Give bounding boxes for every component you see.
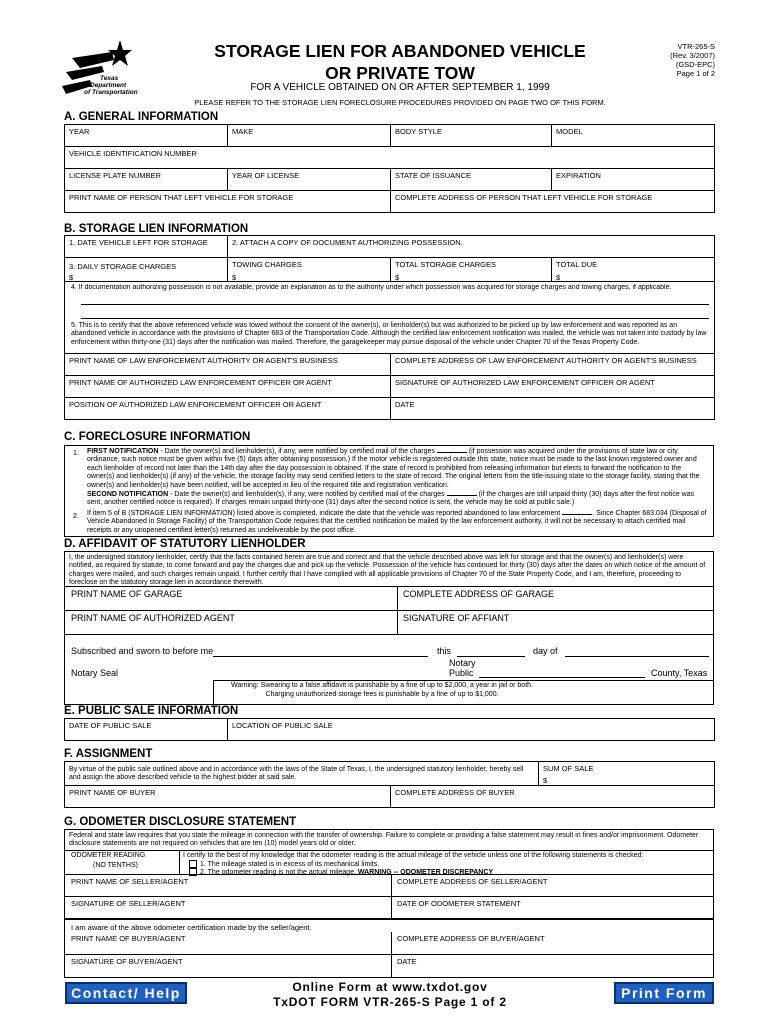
section-a-title: A. GENERAL INFORMATION [64,111,219,123]
date-statement-label: DATE OF ODOMETER STATEMENT [397,899,521,908]
state-issuance-label: STATE OF ISSUANCE [395,171,471,180]
total-due-field[interactable] [552,258,715,282]
body-style-label: BODY STYLE [395,127,442,136]
warning-line1: Warning: Swearing to a false affidavit is punishable by a fine of up to $2,000, a year in jail or both. [231,682,533,689]
section-c-title: C. FORECLOSURE INFORMATION [64,431,251,443]
form-id-block [640,42,715,78]
year-license-field[interactable] [228,169,391,191]
officer-sig-label: SIGNATURE OF AUTHORIZED LAW ENFORCEMENT OFFICER OR AGENT [395,378,655,387]
section-f-table [64,761,715,808]
vin-field[interactable] [65,147,715,169]
person-name-field[interactable] [65,191,391,213]
model-field[interactable] [552,125,715,147]
form-subtitle: FOR A VEHICLE OBTAINED ON OR AFTER SEPTEMBER 1, 1999 [250,82,550,93]
sale-location-field[interactable] [228,719,715,741]
section-g-box [64,829,714,978]
seller-address-label: COMPLETE ADDRESS OF SELLER/AGENT [397,877,548,886]
logo-line: Department [90,82,127,89]
buyer-agent-name-field[interactable] [65,932,391,954]
total-storage-field[interactable] [391,258,552,282]
date-statement-field[interactable] [391,896,713,918]
date-left-label: 1. DATE VEHICLE LEFT FOR STORAGE [69,238,208,247]
month-line[interactable] [565,656,709,657]
seller-name-label: PRINT NAME OF SELLER/AGENT [71,877,189,886]
dollar-sign: $ [395,273,400,282]
public-label: Public [449,668,474,678]
title-line2: OR PRIVATE TOW [325,63,475,83]
person-name-label: PRINT NAME OF PERSON THAT LEFT VEHICLE FOR STORAGE [69,193,294,202]
checkbox-icon[interactable] [189,860,197,868]
seller-address-field[interactable] [391,874,713,896]
second-notification-a: - Date the owner(s) and lienholder(s), if any, were notified by certified mail of the charges [168,491,445,498]
warning-line2: Charging unauthorized storage fees is punishable by a fine of up to $1,000. [265,691,499,698]
notary-seal-label: Notary Seal [71,668,119,678]
expiration-label: EXPIRATION [556,171,601,180]
daily-charges-field[interactable] [65,258,228,282]
plate-label: LICENSE PLATE NUMBER [69,171,161,180]
second-notification-b: (if the charges are still unpaid thirty (30) days after the first notice was sent, another certified notice is required). If charges remain unpaid thirty-one (31) days after the second notice is sent, the vehicle may be sold at public sale.) [87,491,695,507]
first-notification-b: (if possession was acquired under the provisions of state law or city ordinance, such notice must be given within five (5) days after obtaining possession.) If the motor vehicle is registered outside this state, notice must be made to the last known registered owner and each lienholder of record not later than the 14th day after the day possession is obtained. If the state of record is prohibited from releasing information but elects to forward the notification to the owner(s) and lienholder(s) (if any) of the vehicle, the storage facility may send certified letters to the state of record. The original letters from the title-issuing state to the storage facility, stating that the owner(s) and lienholder(s) have been notified, will be accepted in lieu of the required title and registration verification. [87,448,700,489]
buyer-agent-address-label: COMPLETE ADDRESS OF BUYER/AGENT [397,934,545,943]
garage-name-field[interactable] [65,586,397,610]
officer-name-label: PRINT NAME OF AUTHORIZED LAW ENFORCEMENT OFFICER OR AGENT [69,378,332,387]
towing-charges-field[interactable] [228,258,391,282]
garage-address-label: COMPLETE ADDRESS OF GARAGE [403,589,555,599]
total-storage-label: TOTAL STORAGE CHARGES [395,260,496,269]
le-name-label: PRINT NAME OF LAW ENFORCEMENT AUTHORITY OR AGENT'S BUSINESS [69,356,338,365]
item-number: 2. [73,513,79,520]
logo-line: Texas [100,75,119,82]
this-label: this [437,646,452,656]
section-b-authority-table [64,353,715,420]
make-field[interactable] [228,125,391,147]
plate-field[interactable] [65,169,228,191]
seller-name-field[interactable] [65,874,391,896]
second-notification-text [87,491,707,508]
expiration-field[interactable] [552,169,715,191]
assignment-text: By virtue of the public sale outlined above and in accordance with the laws of the State of Texas, I, the undersigned statutory lienholder, hereby sell and assign the above described vehicle to the highest bidder at said sale. [69,766,524,782]
county-label: County, Texas [651,668,708,678]
second-notification-date[interactable] [447,495,477,496]
form-page-text: TxDOT FORM VTR-265-S Page 1 of 2 [273,995,507,1009]
model-label: MODEL [556,127,583,136]
section-e-table [64,718,715,741]
section-d-title: D. AFFIDAVIT OF STATUTORY LIENHOLDER [64,538,306,550]
odometer-reading-field[interactable] [65,850,179,874]
section-f-title: F. ASSIGNMENT [64,748,153,760]
tenths-label: (NO TENTHS) [93,862,138,869]
affiant-sig-field[interactable] [397,610,713,634]
total-due-label: TOTAL DUE [556,260,598,269]
buyer-address-field[interactable] [391,786,715,808]
section-g-title: G. ODOMETER DISCLOSURE STATEMENT [64,816,297,828]
odometer-text: Federal and state law requires that you state the mileage in connection with the transfer of ownership. Failure to complete or providing a false statement may result in fines and/or imprisonment. Odometer disclosure statements are not required on vehicles that are ten (10) model years old or older. [69,832,699,848]
dollar-sign: $ [69,273,74,282]
option-1-label: 1. The mileage stated is in excess of its mechanical limits. [200,860,380,868]
sworn-label: Subscribed and sworn to before me [71,646,214,656]
dollar-sign: $ [232,273,237,282]
officer-date-field[interactable] [391,398,715,420]
sworn-line[interactable] [213,656,428,657]
dollar-sign: $ [556,273,561,282]
print-form-button[interactable]: Print Form [614,982,714,1004]
item2-a: If item 5 of B (STORAGE LIEN INFORMATION) listed above is completed, indicate the date that the vehicle was reported abandoned to law enforcement [87,510,561,517]
item-number: 1. [73,450,79,457]
sale-date-label: DATE OF PUBLIC SALE [69,721,152,730]
buyer-address-label: COMPLETE ADDRESS OF BUYER [395,788,515,797]
first-notification-label: FIRST NOTIFICATION [87,448,159,455]
make-label: MAKE [232,127,254,136]
section-b-title: B. STORAGE LIEN INFORMATION [64,223,249,235]
dollar-sign: $ [543,776,548,785]
notary-label: Notary [449,658,476,668]
aware-text: I am aware of the above odometer certification made by the seller/agent. [71,923,312,932]
section-c-box [64,445,714,537]
garage-address-field[interactable] [397,586,713,610]
buyer-agent-address-field[interactable] [391,932,713,954]
second-notification-label: SECOND NOTIFICATION [87,491,169,498]
section-d-box [64,551,714,705]
agent-name-field[interactable] [65,610,397,634]
daily-label: 3. DAILY STORAGE CHARGES [69,262,177,271]
year-label: YEAR [69,127,90,136]
day-line[interactable] [457,656,525,657]
form-instruction: PLEASE REFER TO THE STORAGE LIEN FORECLOSURE PROCEDURES PROVIDED ON PAGE TWO OF THIS FORM. [194,98,606,107]
item2-text [87,510,707,535]
affidavit-text: I, the undersigned statutory lienholder, certify that the facts contained herein are true and correct and that the vehicle described above was left for storage and that the owner(s) and lienholder(s) were notified, as required by statute, to come forward and pay the charges due and pick up the vehicle. Possession of the vehicle has continued for thirty (30) days after the dates on which notice of the amount of charges were mailed, and such charges remain unpaid. I further certify that I have complied with all applicable provisions of Chapter 70 of the State Property Code, and I am, therefore, proceeding to foreclose on the statutory storage lien in accordance therewith. [69,554,706,587]
certify-text: I certify to the best of my knowledge that the odometer reading is the actual mileage of the vehicle unless one of the following statements is checked: [183,852,644,859]
section-a-table [64,124,715,213]
item4-text: 4. If documentation authorizing possession is not available, provide an explanation as to the authority under which possession was acquired for storage charges and towing charges, if applicable. [71,284,672,291]
state-issuance-field[interactable] [391,169,552,191]
first-notification-date[interactable] [437,452,467,453]
seller-sig-label: SIGNATURE OF SELLER/AGENT [71,899,186,908]
buyer-agent-sig-label: SIGNATURE OF BUYER/AGENT [71,957,183,966]
online-form-text: Online Form at www.txdot.gov [292,980,488,994]
sale-location-label: LOCATION OF PUBLIC SALE [232,721,333,730]
contact-help-button[interactable]: Contact/ Help [65,982,187,1004]
notary-line[interactable] [479,677,645,678]
footer-text [240,980,540,1010]
buyer-name-field[interactable] [65,786,391,808]
garage-name-label: PRINT NAME OF GARAGE [71,589,183,599]
date-left-field[interactable] [65,236,228,258]
officer-name-field[interactable] [65,376,391,398]
explanation-line[interactable] [81,318,709,319]
sale-date-field[interactable] [65,719,228,741]
seller-sig-field[interactable] [65,896,391,918]
discrepancy-warning: WARNING -- ODOMETER DISCREPANCY [357,868,494,876]
affiant-sig-label: SIGNATURE OF AFFIANT [403,613,510,623]
buyer-date-label: DATE [397,957,417,966]
towing-label: TOWING CHARGES [232,260,302,269]
buyer-agent-sig-field[interactable] [65,954,391,977]
form-page: Page 1 of 2 [676,69,715,78]
day-of-label: day of [533,646,558,656]
form-dept: (GSD-EPC) [675,60,715,69]
officer-pos-label: POSITION OF AUTHORIZED LAW ENFORCEMENT OFFICER OR AGENT [69,400,322,409]
logo-line: of Transportation [84,89,138,96]
item2-b: . Since Chapter 683.034 (Disposal of Vehicle Abandoned in Storage Facility) of the Transportation Code requires that the certified notification be mailed by the law enforcement authority, it will not be necessary to attach certified mail receipts or any unopened certified letter(s) returned as undeliverable by the post office. [87,510,707,534]
form-id: VTR-265-S [677,42,715,51]
person-address-field[interactable] [391,191,715,213]
attach-row [228,236,715,258]
body-style-field[interactable] [391,125,552,147]
section-e-title: E. PUBLIC SALE INFORMATION [64,705,239,717]
buyer-agent-name-label: PRINT NAME OF BUYER/AGENT [71,934,186,943]
title-line1: STORAGE LIEN FOR ABANDONED VEHICLE [214,41,586,61]
form-title [190,40,610,84]
le-name-field[interactable] [65,354,391,376]
first-notification-text [87,448,707,490]
le-address-field[interactable] [391,354,715,376]
assignment-text-cell [65,762,539,786]
le-address-label: COMPLETE ADDRESS OF LAW ENFORCEMENT AUTHORITY OR AGENT'S BUSINESS [395,356,697,365]
explanation-line[interactable] [81,304,709,305]
year-license-label: YEAR OF LICENSE [232,171,300,180]
buyer-name-label: PRINT NAME OF BUYER [69,788,156,797]
date-label: DATE [395,400,415,409]
option-2-label: 2. The odometer reading is not the actual mileage. [200,868,356,876]
form-rev: (Rev. 3/2007) [670,51,715,60]
person-address-label: COMPLETE ADDRESS OF PERSON THAT LEFT VEHICLE FOR STORAGE [395,193,653,202]
year-field[interactable] [65,125,228,147]
officer-sig-field[interactable] [391,376,715,398]
vin-label: VEHICLE IDENTIFICATION NUMBER [69,149,197,158]
reported-date[interactable] [562,514,592,515]
item5-text: 5. This is to certify that the above referenced vehicle was towed without the consent of the owner(s), or lienholder(s) but was authorized to be picked up by law enforcement and was reported as an abandoned vehicle in accordance with the provisions of Chapter 683 of the Transportation Code. Although the certified law enforcement notification was mailed, the vehicle was not taken into custody by law enforcement within thirty-one (31) days after the notification was mailed. Therefore, the garagekeeper may pursue disposal of the vehicle under Chapter 70 of the Texas Property Code. [71,322,707,346]
buyer-date-field[interactable] [391,954,713,977]
sum-label: SUM OF SALE [543,764,594,773]
first-notification-a: - Date the owner(s) and lienholder(s), if any, were notified by certified mail of the charges [158,448,435,455]
officer-position-field[interactable] [65,398,391,420]
attach-label: 2. ATTACH A COPY OF DOCUMENT AUTHORIZING POSSESSION. [232,238,463,247]
odometer-reading-label: ODOMETER READING [71,852,146,859]
logo-text [84,75,138,96]
sale-sum-field[interactable] [539,762,715,786]
agent-name-label: PRINT NAME OF AUTHORIZED AGENT [71,613,235,623]
